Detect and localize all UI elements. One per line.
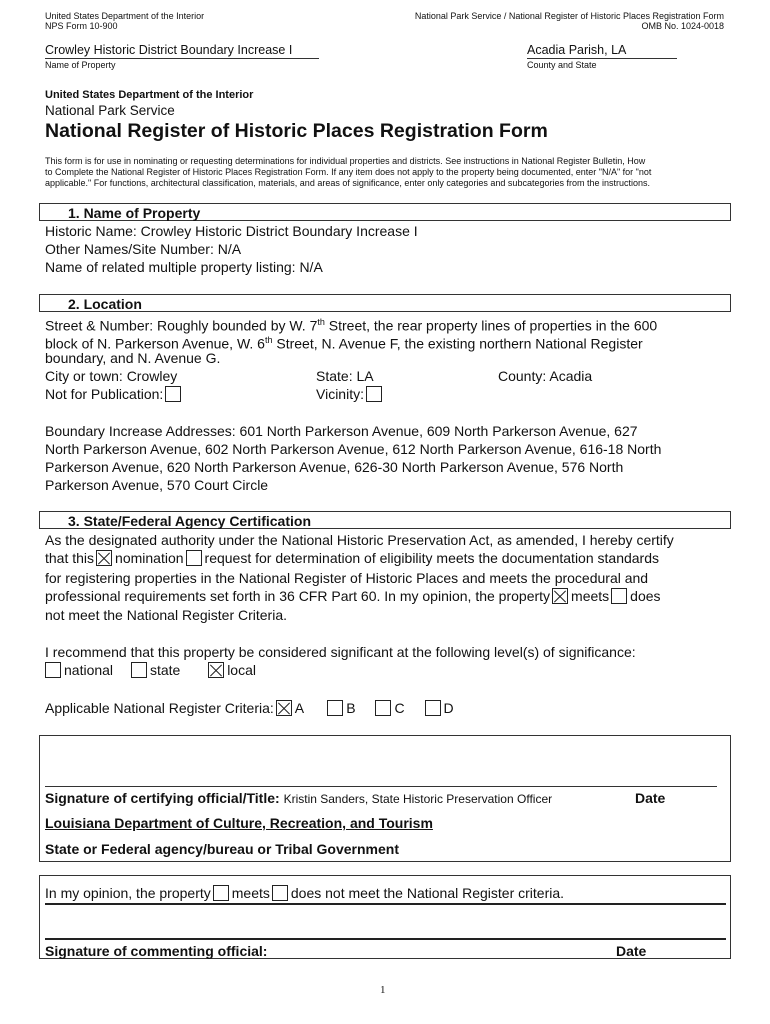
certification-line-5: not meet the National Register Criteria. [45, 607, 287, 623]
local-label: local [227, 662, 256, 678]
criterion-b-label: B [346, 700, 356, 716]
commenting-signature-label: Signature of commenting official: [45, 943, 268, 959]
local-checkbox[interactable] [208, 662, 224, 678]
comment-meets-label: meets [231, 885, 270, 901]
opinion-row [45, 884, 564, 902]
section-1-heading: 1. Name of Property [68, 205, 201, 221]
criterion-c-checkbox[interactable] [375, 700, 391, 716]
request-checkbox[interactable] [186, 550, 202, 566]
street-line-1-start: Street & Number: Roughly bounded by W. 7 [45, 317, 318, 334]
vicinity-checkbox[interactable] [366, 386, 382, 402]
addresses-line-4: Parkerson Avenue, 570 Court Circle [45, 477, 269, 493]
section-3-bar [39, 511, 731, 529]
certification-line-2 [45, 549, 659, 567]
street-line-2-sup: th [264, 335, 273, 345]
cfr-text: professional requirements set forth in 36 CFR Part 60. In my opinion, the property [45, 588, 551, 604]
commenting-date-label: Date [616, 943, 647, 959]
section-1-bar [39, 203, 731, 221]
header-property-name: Crowley Historic District Boundary Increase I [45, 43, 293, 57]
certification-line-3: for registering properties in the National Register of Historic Places and meets the procedural and [45, 570, 649, 586]
county-state-label: County and State [527, 60, 597, 70]
national-label: national [64, 662, 114, 678]
historic-name: Historic Name: Crowley Historic District Boundary Increase I [45, 223, 418, 239]
county-state-rule [527, 58, 677, 59]
page-number: 1 [380, 984, 386, 996]
criterion-d-checkbox[interactable] [425, 700, 441, 716]
section-2-heading: 2. Location [68, 296, 142, 312]
recommend-text: I recommend that this property be considered significant at the following level(s) of significance: [45, 644, 636, 660]
vicinity-label: Vicinity: [316, 386, 364, 402]
street-line-2-end: Street, N. Avenue F, the existing northern National Register [272, 335, 643, 352]
certification-line-1: As the designated authority under the National Historic Preservation Act, as amended, I hereby certify [45, 532, 674, 548]
section-2-bar [39, 294, 731, 312]
significance-level-row [43, 661, 256, 679]
criterion-c-label: C [394, 700, 405, 716]
opinion-rule [45, 903, 726, 905]
header-form-number: NPS Form 10-900 [45, 21, 118, 31]
page-title: National Register of Historic Places Registration Form [45, 120, 548, 142]
multiple-property-listing: Name of related multiple property listing: N/A [45, 259, 323, 275]
street-line-2-start: block of N. Parkerson Avenue, W. 6 [45, 335, 265, 352]
comment-does-not-meet-label: does not meet the National Register criteria. [290, 885, 565, 901]
certifying-signature-line[interactable] [45, 786, 717, 787]
commenting-signature-line[interactable] [45, 938, 726, 940]
not-for-publication-label: Not for Publication: [45, 386, 164, 402]
state-department-name: Louisiana Department of Culture, Recreation, and Tourism [45, 815, 433, 831]
street-line-1-sup: th [317, 317, 325, 327]
header-dept: United States Department of the Interior [45, 11, 205, 21]
certifying-date-label: Date [635, 790, 666, 806]
county-field: County: Acadia [498, 368, 593, 384]
does-label: does [630, 588, 661, 604]
intro-dept: United States Department of the Interior [45, 89, 254, 101]
property-name-label: Name of Property [45, 60, 116, 70]
criteria-row [45, 699, 454, 717]
property-name-rule [45, 58, 319, 59]
instructions-line-1: This form is for use in nominating or requesting determinations for individual properties and districts. See instructions in National Register Bulletin, How [45, 156, 646, 166]
certification-line-4 [45, 587, 661, 605]
state-checkbox[interactable] [131, 662, 147, 678]
instructions-line-2: to Complete the National Register of Historic Places Registration Form. If any item does not apply to the property being documented, enter "N/A" for "not [45, 167, 652, 177]
comment-does-not-meet-checkbox[interactable] [272, 885, 288, 901]
comment-meets-checkbox[interactable] [213, 885, 229, 901]
nomination-label: nomination [115, 550, 184, 566]
not-for-publication-checkbox[interactable] [165, 386, 181, 402]
header-agency-title: National Park Service / National Register of Historic Places Registration Form [414, 11, 724, 21]
instructions-line-3: applicable." For functions, architectural classification, materials, and areas of significance, enter only categories and subcategories from the instructions. [45, 178, 650, 188]
vicinity-row [316, 385, 385, 403]
state-level-label: state [149, 662, 181, 678]
that-this-label: that this [45, 550, 95, 566]
header-omb-number: OMB No. 1024-0018 [641, 21, 724, 31]
addresses-line-3: Parkerson Avenue, 620 North Parkerson Avenue, 626-30 North Parkerson Avenue, 576 North [45, 459, 624, 475]
does-not-meet-checkbox[interactable] [611, 588, 627, 604]
criterion-d-label: D [443, 700, 454, 716]
criterion-b-checkbox[interactable] [327, 700, 343, 716]
header-county-state: Acadia Parish, LA [527, 43, 627, 57]
addresses-line-1: Boundary Increase Addresses: 601 North Parkerson Avenue, 609 North Parkerson Avenue, 627 [45, 423, 638, 439]
criterion-a-checkbox[interactable] [276, 700, 292, 716]
section-3-heading: 3. State/Federal Agency Certification [68, 513, 311, 529]
criteria-label: Applicable National Register Criteria: [45, 700, 274, 716]
certifying-signature-row [45, 790, 552, 806]
street-line-1-end: Street, the rear property lines of properties in the 600 [324, 317, 658, 334]
certifying-signature-label: Signature of certifying official/Title: [45, 790, 280, 806]
intro-service: National Park Service [45, 103, 175, 118]
city-town: City or town: Crowley [45, 368, 178, 384]
other-names: Other Names/Site Number: N/A [45, 241, 242, 257]
addresses-line-2: North Parkerson Avenue, 602 North Parkerson Avenue, 612 North Parkerson Avenue, 616-18 North [45, 441, 662, 457]
state-field: State: LA [316, 368, 374, 384]
agency-label: State or Federal agency/bureau or Tribal Government [45, 841, 399, 857]
nomination-checkbox[interactable] [96, 550, 112, 566]
street-number-line-3: boundary, and N. Avenue G. [45, 350, 221, 366]
national-checkbox[interactable] [45, 662, 61, 678]
not-for-publication-row [45, 385, 184, 403]
meets-checkbox[interactable] [552, 588, 568, 604]
opinion-label: In my opinion, the property [45, 885, 211, 901]
certifying-official-name: Kristin Sanders, State Historic Preservation Officer [283, 792, 553, 806]
request-label: request for determination of eligibility meets the documentation standards [204, 550, 660, 566]
criterion-a-label: A [294, 700, 304, 716]
meets-label: meets [571, 588, 610, 604]
